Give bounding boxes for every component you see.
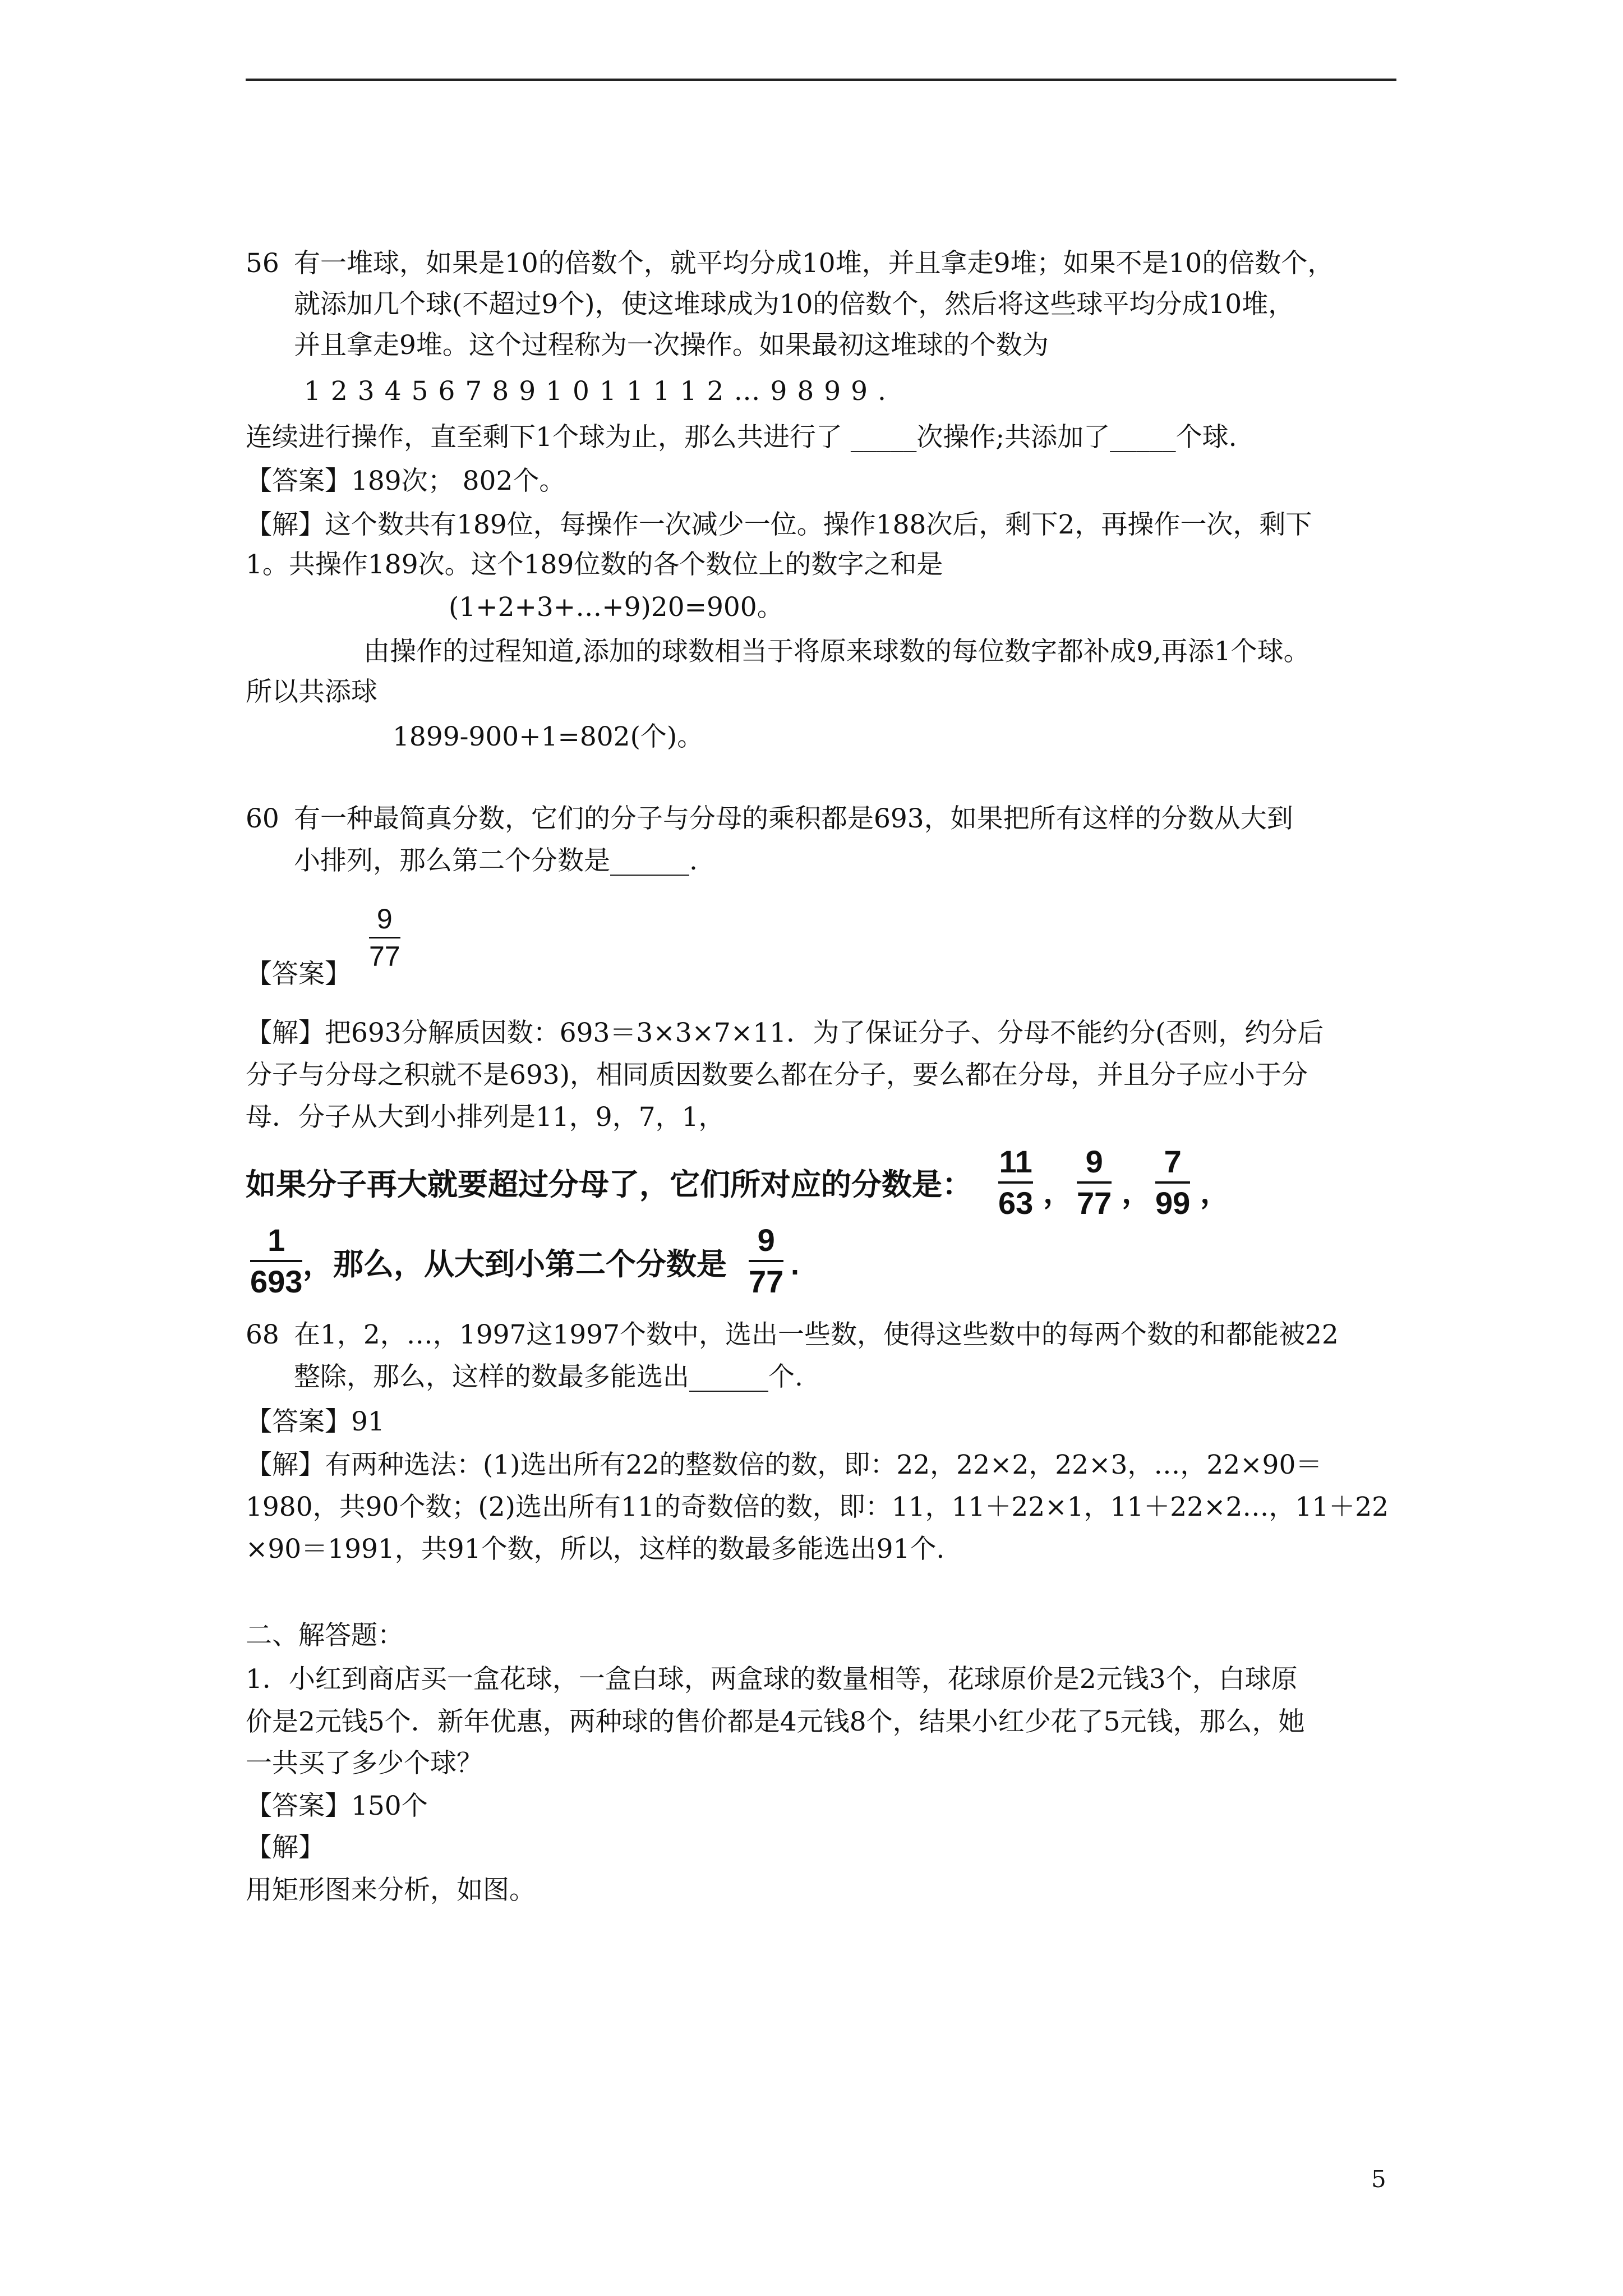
part2-q1-line2: 价是2元钱5个．新年优惠，两种球的售价都是4元钱8个，结果小红少花了5元钱，那么，她 — [246, 1706, 1305, 1737]
part2-heading: 二、解答题： — [246, 1620, 404, 1651]
q56-line3: 并且拿走9堆。这个过程称为一次操作。如果最初这堆球的个数为 — [294, 330, 1049, 361]
fraction-bar — [369, 937, 400, 938]
part2-solution-label: 【解】 — [246, 1832, 325, 1863]
q68-solution-2: 1980，共90个数；(2)选出所有11的奇数倍的数，即：11，11＋22×1，11＋22×2…，11＋22 — [246, 1492, 1389, 1522]
q60-answer-fraction — [369, 903, 400, 972]
q60-solution-3: 母．分子从大到小排列是11，9，7，1， — [246, 1102, 725, 1133]
q68-solution-1: 【解】有两种选法：(1)选出所有22的整数倍的数，即：22，22×2，22×3，…，22×90＝ — [246, 1450, 1322, 1480]
comma: ， — [1200, 1176, 1230, 1209]
q60-line1: 60 有一种最简真分数，它们的分子与分母的乘积都是693，如果把所有这样的分数从大到 — [246, 802, 1293, 836]
q60-image-line-1: 如果分子再大就要超过分母了，它们所对应的分数是： — [246, 1168, 972, 1202]
fraction-11-63: 11 63 — [998, 1144, 1034, 1221]
q60-answer-label: 【答案】 — [246, 959, 351, 990]
q56-line4: 连续进行操作，直至剩下1个球为止，那么共进行了 _____次操作;共添加了_____个球. — [246, 422, 1237, 453]
q56-number: 56 — [246, 248, 279, 279]
q56-line2: 就添加几个球(不超过9个)，使这堆球成为10的倍数个，然后将这些球平均分成10堆， — [294, 289, 1295, 320]
q68-answer: 【答案】91 — [246, 1406, 385, 1437]
header-rule — [246, 79, 1396, 81]
comma: ， — [1122, 1176, 1152, 1209]
q56-solution-1: 【解】这个数共有189位，每操作一次减少一位。操作188次后，剩下2，再操作一次，剩下 — [246, 509, 1312, 540]
fraction-numerator: 9 — [376, 903, 393, 935]
part2-q1-line1: 1．小红到商店买一盒花球，一盒白球，两盒球的数量相等，花球原价是2元钱3个，白球原 — [246, 1664, 1298, 1695]
part2-solution-1: 用矩形图来分析，如图。 — [246, 1875, 536, 1906]
q60-line2: 小排列，那么第二个分数是______. — [294, 845, 698, 876]
fraction-9-77: 9 77 — [1077, 1144, 1112, 1221]
comma: ， — [1043, 1176, 1073, 1209]
q56-answer: 【答案】189次； 802个。 — [246, 466, 566, 496]
q68-line2: 整除，那么，这样的数最多能选出______个. — [294, 1361, 803, 1392]
q60-image-line-2: ，那么，从大到小第二个分数是 — [303, 1248, 727, 1281]
page-number: 5 — [1371, 2165, 1386, 2193]
q56-solution-2: 1。共操作189次。这个189位数的各个数位上的数字之和是 — [246, 549, 943, 580]
q60-solution-1: 【解】把693分解质因数：693＝3×3×7×11．为了保证分子、分母不能约分(否则，约分后 — [246, 1018, 1324, 1048]
period: . — [791, 1248, 800, 1281]
q60-solution-2: 分子与分母之积就不是693)，相同质因数要么都在分子，要么都在分母，并且分子应小于分 — [246, 1060, 1308, 1091]
q68-number: 68 — [246, 1319, 279, 1350]
fraction-denominator: 77 — [369, 941, 400, 972]
q68-solution-3: ×90＝1991，共91个数，所以，这样的数最多能选出91个. — [246, 1534, 945, 1565]
part2-q1-line3: 一共买了多少个球？ — [246, 1748, 483, 1779]
fraction-7-99: 7 99 — [1155, 1144, 1191, 1221]
fraction-1-693: 1 693 — [250, 1222, 303, 1299]
q56-solution-4: 所以共添球 — [246, 677, 377, 707]
part2-answer: 【答案】150个 — [246, 1791, 428, 1821]
q60-number: 60 — [246, 803, 279, 834]
q68-line1: 68 在1，2，…，1997这1997个数中，选出一些数，使得这些数中的每两个数的和都能被22 — [246, 1318, 1339, 1352]
q56-solution-3: 由操作的过程知道,添加的球数相当于将原来球数的每位数字都补成9,再添1个球。 — [363, 636, 1310, 667]
q56-line1: 56 有一堆球，如果是10的倍数个，就平均分成10堆，并且拿走9堆；如果不是10的倍数个， — [246, 247, 1334, 280]
fraction-final-9-77: 9 77 — [749, 1222, 784, 1299]
q56-digits: 1234567891011112…9899. — [304, 376, 896, 407]
q56-formula-1: (1+2+3+…+9)20=900。 — [449, 592, 783, 623]
q56-formula-2: 1899-900+1=802(个)。 — [393, 721, 704, 752]
